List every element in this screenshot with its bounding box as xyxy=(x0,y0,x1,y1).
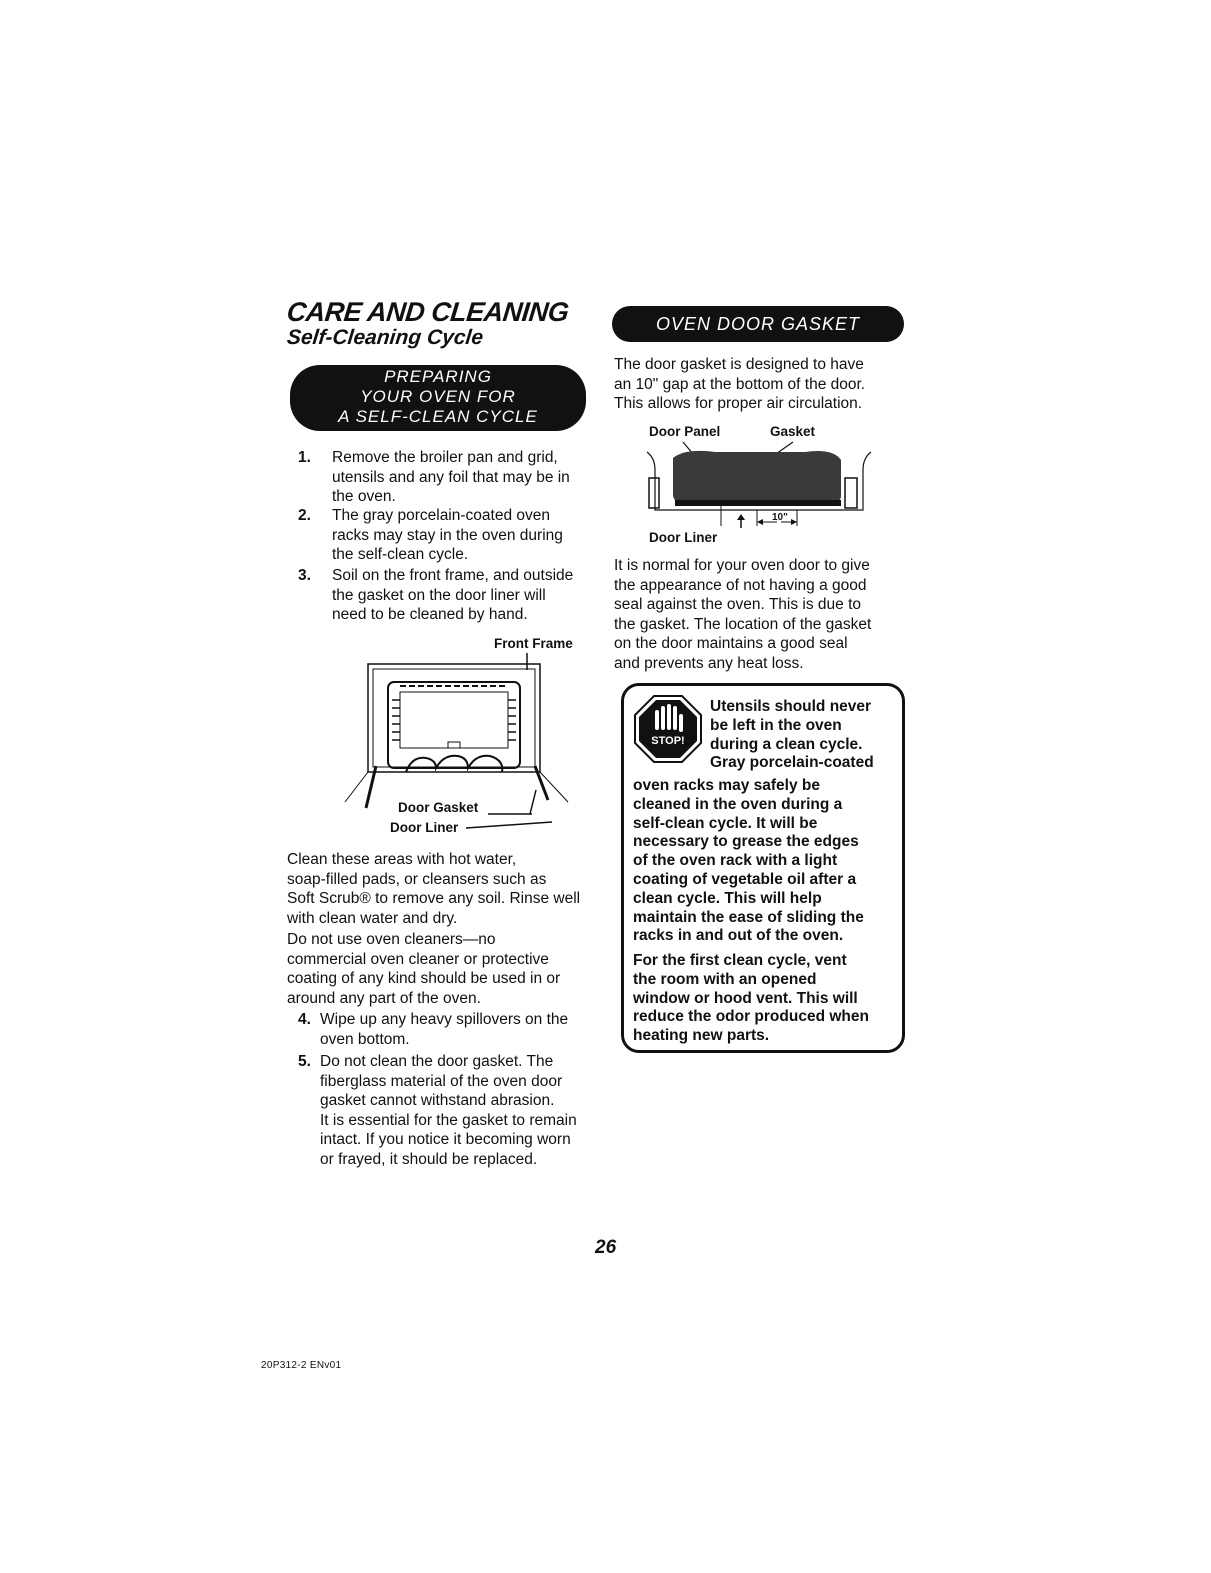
text-line: cleaned in the oven during a xyxy=(633,795,843,813)
step-number: 3. xyxy=(298,567,311,584)
text-line: oven racks may safely be xyxy=(633,777,820,794)
text-line: reduce the odor produced when xyxy=(633,1008,869,1026)
oven-door-gasket-heading: OVEN DOOR GASKET xyxy=(612,306,904,342)
text-line: It is normal for your oven door to give xyxy=(614,557,870,574)
page-number: 26 xyxy=(595,1237,617,1258)
heading-line: YOUR OVEN FOR xyxy=(360,387,516,406)
oven-cleaner-paragraph xyxy=(287,930,597,1008)
gasket-intro-paragraph xyxy=(614,355,914,414)
door-liner-label: Door Liner xyxy=(390,820,459,835)
text-line: clean cycle. This will help xyxy=(633,889,822,907)
text-line: oven bottom. xyxy=(320,1030,410,1048)
text-line: Soil on the front frame, and outside xyxy=(332,567,574,584)
gap-measurement: 10" xyxy=(772,512,788,523)
stop-sign-icon xyxy=(633,694,703,764)
stop-sign-text: STOP! xyxy=(651,735,685,747)
text-line: self-clean cycle. It will be xyxy=(633,814,818,832)
warning-heading xyxy=(710,698,874,773)
text-line: on the door maintains a good seal xyxy=(614,635,848,652)
preparing-heading xyxy=(290,365,586,431)
text-line: during a clean cycle. xyxy=(710,735,863,753)
text-line: the room with an opened xyxy=(633,970,817,988)
step-number: 1. xyxy=(298,449,311,466)
text-line: commercial oven cleaner or protective xyxy=(287,950,549,968)
text-line: Remove the broiler pan and grid, xyxy=(332,449,558,466)
text-line: an 10" gap at the bottom of the door. xyxy=(614,375,866,393)
text-line: the self-clean cycle. xyxy=(332,546,469,563)
text-line: This allows for proper air circulation. xyxy=(614,395,863,412)
text-line: the appearance of not having a good xyxy=(614,576,867,594)
text-line: intact. If you notice it becoming worn xyxy=(320,1131,571,1148)
gasket-label: Gasket xyxy=(770,424,816,439)
text-line: Wipe up any heavy spillovers on the xyxy=(320,1011,569,1028)
text-line: racks in and out of the oven. xyxy=(633,927,844,945)
front-frame-label: Front Frame xyxy=(494,636,573,651)
text-line: The gray porcelain-coated oven xyxy=(332,507,550,524)
text-line: utensils and any foil that may be in xyxy=(332,468,570,486)
text-line: Utensils should never xyxy=(710,698,872,715)
step-number: 2. xyxy=(298,507,311,524)
warning-vent-note xyxy=(633,952,869,1046)
text-line: racks may stay in the oven during xyxy=(332,526,563,544)
step-number: 4. xyxy=(298,1011,311,1028)
text-line: The door gasket is designed to have xyxy=(614,356,864,373)
step-text xyxy=(332,566,573,625)
text-line: be left in the oven xyxy=(710,716,842,734)
door-panel-label: Door Panel xyxy=(649,424,721,439)
text-line: gasket cannot withstand abrasion. xyxy=(320,1092,555,1109)
text-line: coating of any kind should be used in or xyxy=(287,970,561,987)
text-line: the gasket. The location of the gasket xyxy=(614,615,872,633)
text-line: Clean these areas with hot water, xyxy=(287,851,517,868)
text-line: the oven. xyxy=(332,488,396,505)
step-text xyxy=(320,1052,577,1169)
text-line: Soft Scrub® to remove any soil. Rinse well xyxy=(287,890,581,907)
text-line: Gray porcelain-coated xyxy=(710,754,874,772)
text-line: coating of vegetable oil after a xyxy=(633,870,857,888)
section-subtitle: Self-Cleaning Cycle xyxy=(285,326,485,349)
door-liner-label: Door Liner xyxy=(649,530,718,545)
cleaning-paragraph xyxy=(287,850,597,928)
text-line: of the oven rack with a light xyxy=(633,852,838,870)
text-line: with clean water and dry. xyxy=(287,909,458,927)
step-text xyxy=(332,448,570,507)
text-line: necessary to grease the edges xyxy=(633,833,859,851)
text-line: It is essential for the gasket to remain xyxy=(320,1111,577,1129)
heading-line: A SELF-CLEAN CYCLE xyxy=(338,407,538,426)
step-text xyxy=(320,1010,568,1049)
gasket-diagram xyxy=(645,440,875,530)
warning-body xyxy=(633,777,864,946)
text-line: soap-filled pads, or cleansers such as xyxy=(287,870,547,888)
step-number: 5. xyxy=(298,1053,311,1070)
text-line: window or hood vent. This will xyxy=(633,989,858,1007)
text-line: the gasket on the door liner will xyxy=(332,586,546,604)
text-line: For the first clean cycle, vent xyxy=(633,952,847,969)
text-line: or frayed, it should be replaced. xyxy=(320,1150,538,1168)
text-line: fiberglass material of the oven door xyxy=(320,1072,563,1090)
section-title: CARE AND CLEANING xyxy=(285,297,571,327)
text-line: seal against the oven. This is due to xyxy=(614,596,862,613)
heading-line: PREPARING xyxy=(384,367,492,386)
text-line: heating new parts. xyxy=(633,1027,770,1045)
text-line: Do not use oven cleaners—no xyxy=(287,931,496,948)
text-line: Do not clean the door gasket. The xyxy=(320,1053,554,1070)
text-line: need to be cleaned by hand. xyxy=(332,606,528,623)
text-line: maintain the ease of sliding the xyxy=(633,908,864,926)
text-line: around any part of the oven. xyxy=(287,989,481,1007)
document-id: 20P312-2 ENv01 xyxy=(261,1360,342,1371)
step-text xyxy=(332,506,563,565)
text-line: and prevents any heat loss. xyxy=(614,654,804,672)
door-gasket-label: Door Gasket xyxy=(398,800,479,815)
gasket-seal-paragraph xyxy=(614,556,914,673)
